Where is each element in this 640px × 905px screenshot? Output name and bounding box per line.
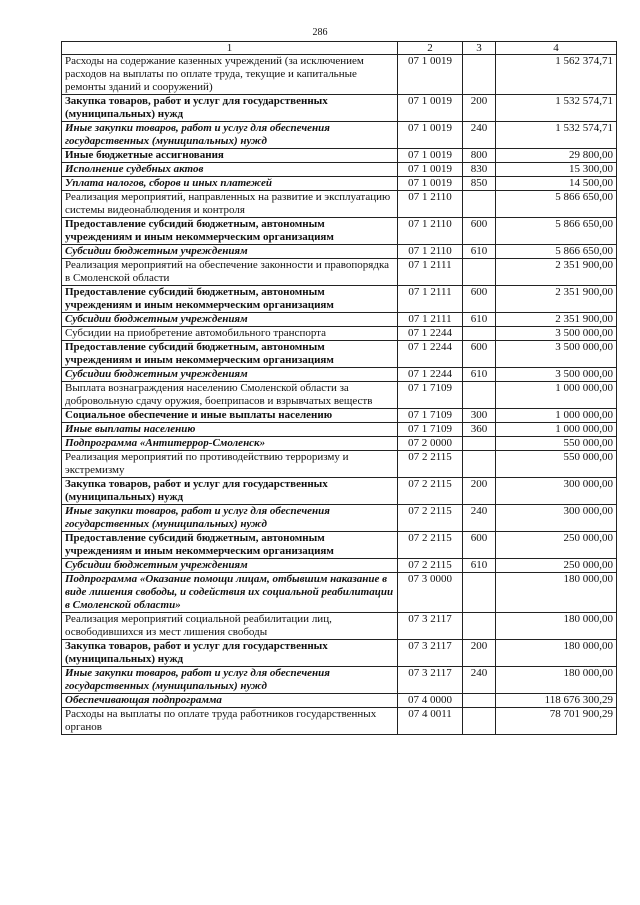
row-code-cell: 07 1 0019	[398, 177, 463, 191]
row-type-cell: 610	[463, 245, 496, 259]
row-sum-cell: 5 866 650,00	[496, 191, 617, 218]
row-sum-cell: 180 000,00	[496, 640, 617, 667]
table-row	[62, 218, 617, 245]
row-sum-cell: 1 000 000,00	[496, 409, 617, 423]
table-row	[62, 613, 617, 640]
row-type-cell	[463, 573, 496, 613]
table-row	[62, 149, 617, 163]
row-type-cell: 850	[463, 177, 496, 191]
header-cell-sum: 4	[496, 42, 617, 55]
row-code-cell: 07 1 2110	[398, 191, 463, 218]
table-row	[62, 341, 617, 368]
table-row	[62, 640, 617, 667]
table-row	[62, 505, 617, 532]
row-code-cell: 07 3 2117	[398, 613, 463, 640]
row-name-cell: Обеспечивающая подпрограмма	[62, 694, 398, 708]
row-name-cell: Исполнение судебных актов	[62, 163, 398, 177]
row-sum-cell: 3 500 000,00	[496, 327, 617, 341]
header-cell-type: 3	[463, 42, 496, 55]
table-row	[62, 177, 617, 191]
row-sum-cell: 250 000,00	[496, 532, 617, 559]
row-name-cell: Социальное обеспечение и иные выплаты населению	[62, 409, 398, 423]
page-number: 286	[312, 27, 328, 38]
row-type-cell: 200	[463, 95, 496, 122]
row-code-cell: 07 2 0000	[398, 437, 463, 451]
row-code-cell: 07 1 2111	[398, 259, 463, 286]
row-type-cell	[463, 191, 496, 218]
table-row	[62, 451, 617, 478]
table-row	[62, 423, 617, 437]
row-sum-cell: 2 351 900,00	[496, 259, 617, 286]
row-name-cell: Подпрограмма «Оказание помощи лицам, отбывшим наказание в виде лишения свободы, и содействия их социальной реабилитации в Смоленской области»	[62, 573, 398, 613]
row-name-cell: Закупка товаров, работ и услуг для государственных (муниципальных) нужд	[62, 478, 398, 505]
row-name-cell: Иные закупки товаров, работ и услуг для обеспечения государственных (муниципальных) нужд	[62, 505, 398, 532]
row-code-cell: 07 1 2110	[398, 245, 463, 259]
row-sum-cell: 78 701 900,29	[496, 708, 617, 735]
row-sum-cell: 5 866 650,00	[496, 218, 617, 245]
row-name-cell: Субсидии бюджетным учреждениям	[62, 559, 398, 573]
row-type-cell: 240	[463, 667, 496, 694]
row-name-cell: Субсидии бюджетным учреждениям	[62, 368, 398, 382]
row-code-cell: 07 2 2115	[398, 478, 463, 505]
row-sum-cell: 550 000,00	[496, 451, 617, 478]
table-row	[62, 437, 617, 451]
row-name-cell: Расходы на выплаты по оплате труда работников государственных органов	[62, 708, 398, 735]
row-code-cell: 07 3 2117	[398, 640, 463, 667]
row-code-cell: 07 1 2244	[398, 327, 463, 341]
row-name-cell: Предоставление субсидий бюджетным, автономным учреждениям и иным некоммерческим организациям	[62, 218, 398, 245]
row-name-cell: Иные выплаты населению	[62, 423, 398, 437]
row-type-cell: 240	[463, 122, 496, 149]
table-row	[62, 245, 617, 259]
table-row	[62, 708, 617, 735]
row-code-cell: 07 2 2115	[398, 532, 463, 559]
row-type-cell: 200	[463, 478, 496, 505]
row-code-cell: 07 1 2111	[398, 286, 463, 313]
table-row	[62, 191, 617, 218]
budget-table	[61, 41, 617, 735]
table-header-row	[62, 42, 617, 55]
header-cell-code: 2	[398, 42, 463, 55]
table-row	[62, 122, 617, 149]
row-sum-cell: 180 000,00	[496, 573, 617, 613]
row-type-cell	[463, 382, 496, 409]
row-code-cell: 07 4 0011	[398, 708, 463, 735]
table-row	[62, 95, 617, 122]
row-type-cell: 240	[463, 505, 496, 532]
row-sum-cell: 3 500 000,00	[496, 368, 617, 382]
table-row	[62, 532, 617, 559]
row-name-cell: Реализация мероприятий социальной реабилитации лиц, освободившихся из мест лишения свободы	[62, 613, 398, 640]
row-type-cell: 610	[463, 559, 496, 573]
row-code-cell: 07 1 2111	[398, 313, 463, 327]
row-name-cell: Субсидии на приобретение автомобильного транспорта	[62, 327, 398, 341]
row-name-cell: Предоставление субсидий бюджетным, автономным учреждениям и иным некоммерческим организациям	[62, 532, 398, 559]
row-type-cell: 800	[463, 149, 496, 163]
row-code-cell: 07 1 0019	[398, 55, 463, 95]
table-row	[62, 478, 617, 505]
table-row	[62, 286, 617, 313]
row-code-cell: 07 1 0019	[398, 122, 463, 149]
table-row	[62, 368, 617, 382]
row-sum-cell: 550 000,00	[496, 437, 617, 451]
row-sum-cell: 1 532 574,71	[496, 95, 617, 122]
row-sum-cell: 5 866 650,00	[496, 245, 617, 259]
row-sum-cell: 1 000 000,00	[496, 423, 617, 437]
row-type-cell: 300	[463, 409, 496, 423]
table-row	[62, 573, 617, 613]
row-type-cell: 600	[463, 286, 496, 313]
table-row	[62, 55, 617, 95]
row-name-cell: Иные бюджетные ассигнования	[62, 149, 398, 163]
row-type-cell: 600	[463, 218, 496, 245]
row-sum-cell: 180 000,00	[496, 667, 617, 694]
row-sum-cell: 300 000,00	[496, 478, 617, 505]
row-name-cell: Субсидии бюджетным учреждениям	[62, 313, 398, 327]
row-type-cell	[463, 55, 496, 95]
row-type-cell: 600	[463, 341, 496, 368]
row-sum-cell: 15 300,00	[496, 163, 617, 177]
table-row	[62, 667, 617, 694]
row-sum-cell: 250 000,00	[496, 559, 617, 573]
row-name-cell: Подпрограмма «Антитеррор-Смоленск»	[62, 437, 398, 451]
row-code-cell: 07 1 0019	[398, 149, 463, 163]
row-name-cell: Реализация мероприятий, направленных на развитие и эксплуатацию системы видеонаблюдения и контроля	[62, 191, 398, 218]
row-sum-cell: 2 351 900,00	[496, 286, 617, 313]
row-type-cell	[463, 437, 496, 451]
row-type-cell: 360	[463, 423, 496, 437]
row-sum-cell: 2 351 900,00	[496, 313, 617, 327]
table-row	[62, 559, 617, 573]
table-row	[62, 313, 617, 327]
row-name-cell: Иные закупки товаров, работ и услуг для обеспечения государственных (муниципальных) нужд	[62, 122, 398, 149]
row-type-cell	[463, 259, 496, 286]
row-name-cell: Выплата вознаграждения населению Смоленской области за добровольную сдачу оружия, боеприпасов и взрывчатых веществ	[62, 382, 398, 409]
row-code-cell: 07 1 2110	[398, 218, 463, 245]
row-type-cell: 200	[463, 640, 496, 667]
table-row	[62, 694, 617, 708]
row-sum-cell: 1 532 574,71	[496, 122, 617, 149]
row-name-cell: Реализация мероприятий по противодействию терроризму и экстремизму	[62, 451, 398, 478]
row-code-cell: 07 2 2115	[398, 505, 463, 532]
row-type-cell: 830	[463, 163, 496, 177]
row-sum-cell: 14 500,00	[496, 177, 617, 191]
row-sum-cell: 3 500 000,00	[496, 341, 617, 368]
row-name-cell: Иные закупки товаров, работ и услуг для обеспечения государственных (муниципальных) нужд	[62, 667, 398, 694]
row-type-cell: 610	[463, 313, 496, 327]
row-type-cell	[463, 327, 496, 341]
header-cell-name: 1	[62, 42, 398, 55]
row-code-cell: 07 2 2115	[398, 559, 463, 573]
table-row	[62, 327, 617, 341]
row-code-cell: 07 1 7109	[398, 409, 463, 423]
row-type-cell	[463, 613, 496, 640]
row-sum-cell: 118 676 300,29	[496, 694, 617, 708]
row-code-cell: 07 1 2244	[398, 341, 463, 368]
row-sum-cell: 300 000,00	[496, 505, 617, 532]
row-sum-cell: 1 562 374,71	[496, 55, 617, 95]
table-row	[62, 409, 617, 423]
row-name-cell: Уплата налогов, сборов и иных платежей	[62, 177, 398, 191]
row-type-cell	[463, 694, 496, 708]
row-name-cell: Расходы на содержание казенных учреждений (за исключением расходов на выплаты по оплате труда, текущие и капитальные ремонты зданий и сооружений)	[62, 55, 398, 95]
table-row	[62, 163, 617, 177]
row-code-cell: 07 1 7109	[398, 423, 463, 437]
row-code-cell: 07 4 0000	[398, 694, 463, 708]
row-sum-cell: 29 800,00	[496, 149, 617, 163]
row-type-cell	[463, 451, 496, 478]
row-name-cell: Реализация мероприятий на обеспечение законности и правопорядка в Смоленской области	[62, 259, 398, 286]
row-sum-cell: 180 000,00	[496, 613, 617, 640]
row-name-cell: Субсидии бюджетным учреждениям	[62, 245, 398, 259]
row-name-cell: Закупка товаров, работ и услуг для государственных (муниципальных) нужд	[62, 640, 398, 667]
row-code-cell: 07 1 0019	[398, 95, 463, 122]
row-code-cell: 07 3 2117	[398, 667, 463, 694]
row-code-cell: 07 1 7109	[398, 382, 463, 409]
row-code-cell: 07 1 0019	[398, 163, 463, 177]
row-sum-cell: 1 000 000,00	[496, 382, 617, 409]
row-name-cell: Закупка товаров, работ и услуг для государственных (муниципальных) нужд	[62, 95, 398, 122]
row-type-cell	[463, 708, 496, 735]
row-name-cell: Предоставление субсидий бюджетным, автономным учреждениям и иным некоммерческим организациям	[62, 341, 398, 368]
table-row	[62, 259, 617, 286]
row-code-cell: 07 1 2244	[398, 368, 463, 382]
row-name-cell: Предоставление субсидий бюджетным, автономным учреждениям и иным некоммерческим организациям	[62, 286, 398, 313]
row-type-cell: 610	[463, 368, 496, 382]
row-code-cell: 07 2 2115	[398, 451, 463, 478]
table-row	[62, 382, 617, 409]
row-type-cell: 600	[463, 532, 496, 559]
row-code-cell: 07 3 0000	[398, 573, 463, 613]
